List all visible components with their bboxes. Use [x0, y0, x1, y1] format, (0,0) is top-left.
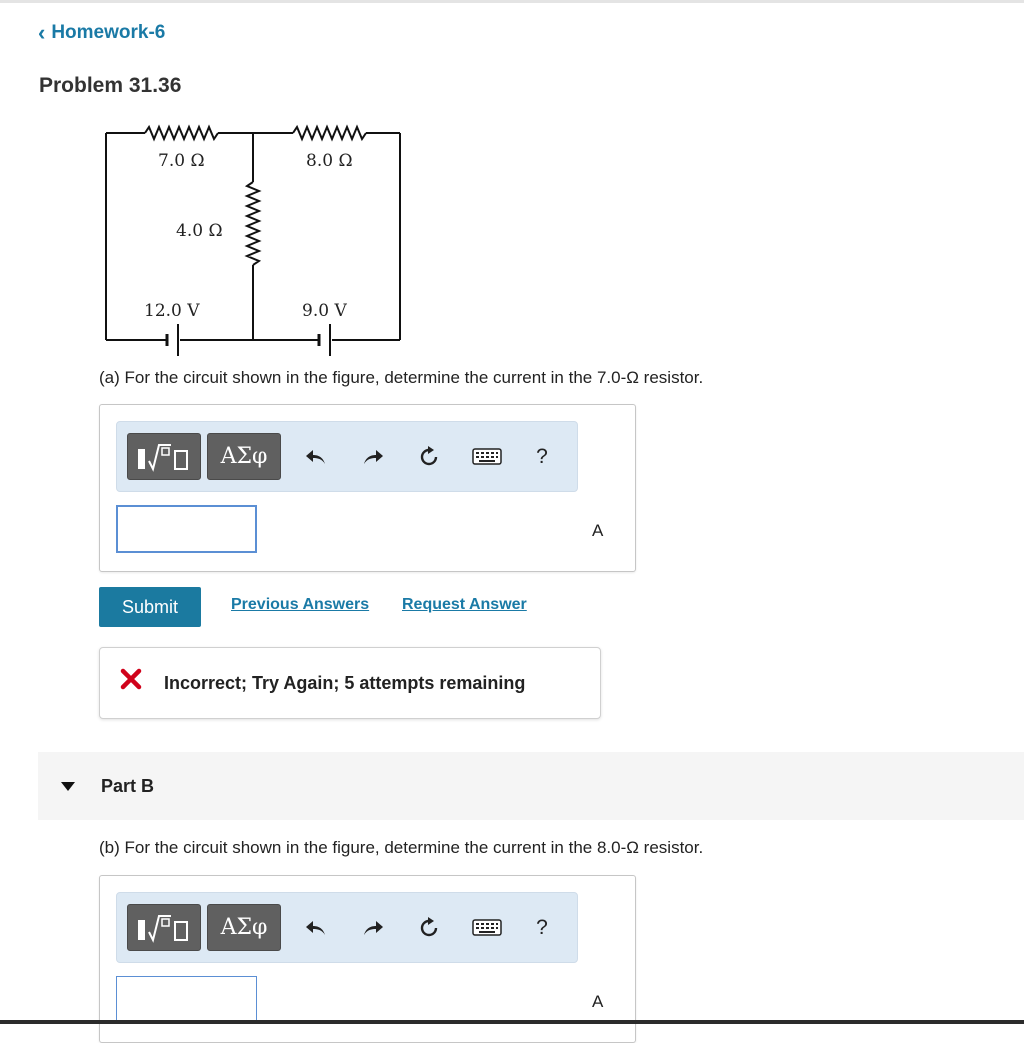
redo-icon[interactable] [358, 913, 388, 943]
undo-icon[interactable] [301, 442, 331, 472]
part-a-answer-box [99, 404, 636, 572]
resistor-7ohm [145, 127, 218, 139]
reset-icon[interactable] [414, 442, 444, 472]
r2-label: 8.0 Ω [306, 151, 353, 171]
symbols-button[interactable]: ΑΣφ [207, 904, 281, 951]
part-a-question: (a) For the circuit shown in the figure, determine the current in the 7.0-Ω resistor. [99, 368, 704, 387]
circuit-diagram [100, 118, 410, 358]
redo-icon[interactable] [358, 442, 388, 472]
chevron-left-icon: ‹ [38, 20, 46, 45]
part-b-answer-box [99, 875, 636, 1043]
feedback-text: Incorrect; Try Again; 5 attempts remaining [164, 673, 526, 693]
help-button[interactable]: ? [536, 445, 548, 468]
part-b-header[interactable] [38, 752, 1024, 820]
v2-label: 9.0 V [302, 301, 347, 321]
part-a-math-toolbar [116, 421, 578, 492]
feedback-message [99, 647, 601, 719]
keyboard-icon[interactable] [470, 913, 504, 943]
resistor-8ohm [293, 127, 366, 139]
keyboard-icon[interactable] [470, 442, 504, 472]
problem-title: Problem 31.36 [39, 74, 182, 97]
symbols-button[interactable]: ΑΣφ [207, 433, 281, 480]
r3-label: 4.0 Ω [176, 221, 223, 241]
bottom-border [0, 1020, 1024, 1024]
part-b-label: Part B [101, 776, 155, 796]
error-x-icon [120, 668, 142, 690]
undo-icon[interactable] [301, 913, 331, 943]
submit-button[interactable]: Submit [99, 587, 201, 627]
part-b-question: (b) For the circuit shown in the figure, determine the current in the 8.0-Ω resistor. [99, 838, 704, 857]
part-a-unit: A [592, 521, 604, 540]
request-answer-link[interactable]: Request Answer [402, 596, 527, 613]
reset-icon[interactable] [414, 913, 444, 943]
previous-answers-link[interactable]: Previous Answers [231, 596, 370, 613]
part-b-math-toolbar [116, 892, 578, 963]
back-to-homework-link[interactable] [38, 22, 165, 44]
help-button[interactable]: ? [536, 916, 548, 939]
top-border [0, 0, 1024, 3]
v1-label: 12.0 V [144, 301, 200, 321]
templates-icon [135, 439, 193, 475]
caret-down-icon [61, 782, 75, 791]
part-a-answer-input[interactable] [116, 505, 257, 553]
part-b-answer-input[interactable] [116, 976, 257, 1024]
templates-icon [135, 910, 193, 946]
part-b-unit: A [592, 992, 604, 1011]
templates-button[interactable] [127, 433, 201, 480]
templates-button[interactable] [127, 904, 201, 951]
resistor-4ohm [247, 182, 259, 265]
r1-label: 7.0 Ω [158, 151, 205, 171]
back-link-label: Homework-6 [51, 22, 166, 43]
